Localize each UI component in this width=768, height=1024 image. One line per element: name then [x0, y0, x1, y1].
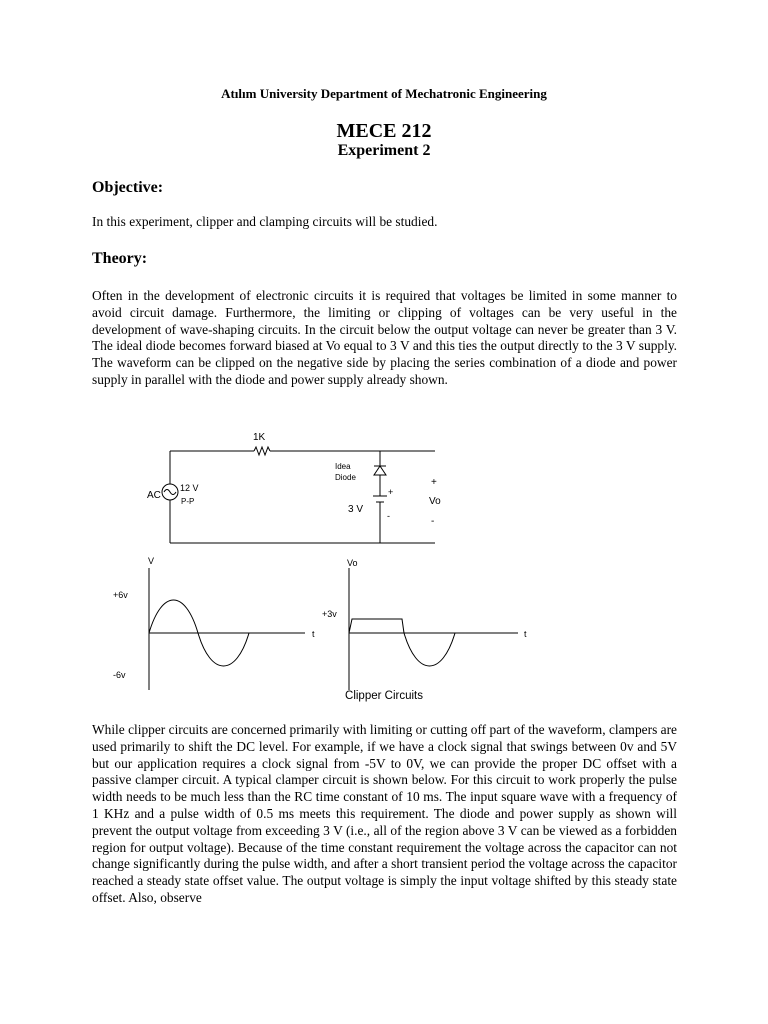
output-x-label: t [524, 629, 527, 639]
theory-heading: Theory: [92, 250, 148, 267]
department-title: Atılım University Department of Mechatronic Engineering [221, 86, 547, 101]
source-pp-label: P-P [181, 497, 195, 506]
objective-text: In this experiment, clipper and clamping circuits will be studied. [92, 214, 438, 229]
output-y-label: Vo [347, 558, 358, 568]
objective-heading: Objective: [92, 179, 164, 196]
input-negative-peak: -6v [113, 670, 126, 680]
source-voltage-label: 12 V [180, 483, 199, 493]
diode-label-bottom: Diode [335, 473, 356, 482]
theory-paragraph-1: Often in the development of electronic circuits it is required that voltages be limited in some manner to avoid circuit damage. Furthermore, the limiting or clipping of voltages can be very useful in the development of wave-shaping circuits. In the circuit below the output voltage can never be greater than 3 V. The ideal diode becomes forward biased at Vo equal to 3 V and this ties the output directly to the 3 V supply. The waveform can be clipped on the negative side by placing the series combination of a diode and power supply in parallel with the diode and power supply already shown. [92, 288, 677, 387]
diode-label-top: Idea [335, 462, 351, 471]
output-minus-sign: - [431, 516, 435, 527]
supply-label: 3 V [348, 504, 364, 515]
output-clip-level: +3v [322, 609, 337, 619]
input-y-label: V [148, 556, 155, 566]
course-code: MECE 212 [336, 120, 432, 142]
theory-paragraph-2: While clipper circuits are concerned primarily with limiting or cutting off part of the waveform, clampers are used primarily to shift the DC level. For example, if we have a clock signal that swings between 0v and 5V but our application requires a clock signal from -5V to 0V, we can provide the proper DC offset with a passive clamper circuit. A typical clamper circuit is shown below. For this circuit to work properly the pulse width needs to be much less than the RC time constant of 10 ms. The input square wave with a frequency of 1 KHz and a pulse width of 0.5 ms meets this requirement. The diode and power supply as shown will prevent the output voltage from exceeding 3 V (i.e., all of the region above 3 V can be viewed as a forbidden region for output voltage). Because of the time constant requirement the voltage across the capacitor can not change significantly during the pulse width, and after a short transient period the voltage across the capacitor reached a steady state offset value. The output voltage is simply the input voltage shifted by this steady state offset. Also, observe [92, 722, 677, 905]
input-x-label: t [312, 629, 315, 639]
output-label: Vo [429, 496, 441, 507]
output-clipped-wave [349, 619, 455, 666]
supply-plus-sign: + [388, 487, 394, 497]
output-plus-sign: + [431, 477, 437, 488]
resistor-label: 1K [253, 432, 266, 443]
experiment-title: Experiment 2 [337, 142, 431, 159]
source-label: AC [147, 490, 161, 501]
input-positive-peak: +6v [113, 590, 128, 600]
figure-caption: Clipper Circuits [345, 690, 423, 702]
supply-minus-sign: - [387, 511, 390, 521]
